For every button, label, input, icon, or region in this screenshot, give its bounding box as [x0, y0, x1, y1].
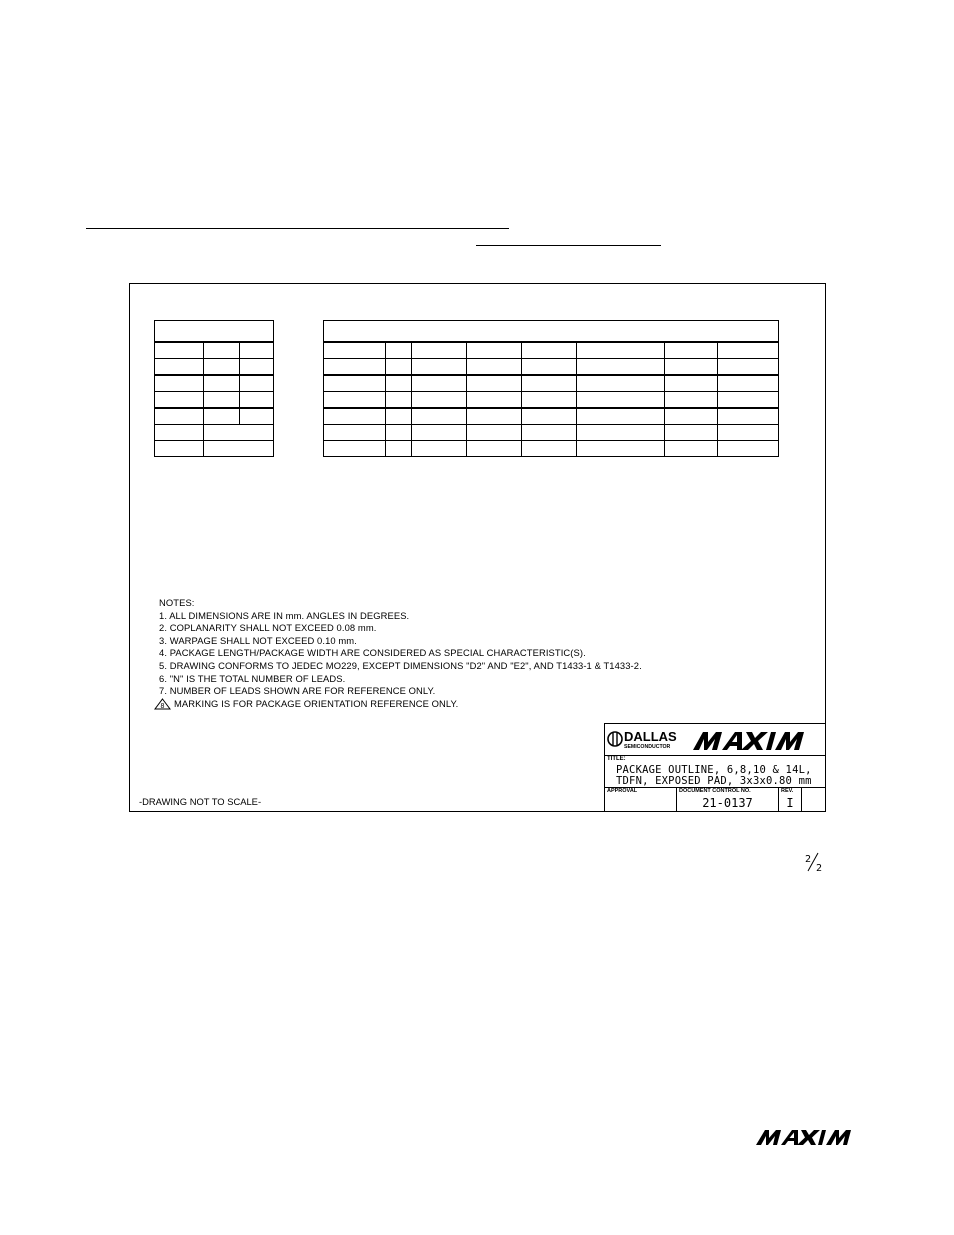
title-block-info-row — [605, 787, 825, 873]
title-section — [605, 755, 825, 788]
note-6: 6. "N" IS THE TOTAL NUMBER OF LEADS. — [159, 672, 346, 684]
maxim-logo — [691, 730, 823, 752]
approval-cell — [605, 787, 677, 811]
sheet-total: 2 — [815, 863, 823, 873]
header-rule-long — [86, 228, 509, 229]
revision-cell — [779, 787, 802, 811]
sheet-number — [802, 851, 826, 873]
dimensions-table — [154, 320, 274, 457]
svg-text:SEMICONDUCTOR: SEMICONDUCTOR — [624, 744, 671, 750]
scale-note: -DRAWING NOT TO SCALE- — [139, 796, 262, 807]
dallas-logo — [607, 726, 689, 754]
note-8-number: 8 — [160, 703, 165, 711]
package-variations-table — [323, 320, 779, 457]
document-control-label: DOCUMENT CONTROL NO. — [679, 788, 751, 794]
note-4: 4. PACKAGE LENGTH/PACKAGE WIDTH ARE CONSIDERED AS SPECIAL CHARACTERISTIC(S). — [159, 647, 586, 659]
note-7: 7. NUMBER OF LEADS SHOWN ARE FOR REFERENCE ONLY. — [159, 685, 436, 697]
header-rule-short — [476, 245, 661, 246]
approval-label: APPROVAL — [607, 788, 638, 794]
note-8 — [154, 698, 642, 711]
revision-value: I — [786, 796, 794, 810]
triangle-note-icon — [154, 698, 171, 710]
title-block-logos — [605, 724, 825, 756]
title-line-1: PACKAGE OUTLINE, 6,8,10 & 14L, — [616, 764, 812, 776]
title-block — [604, 723, 826, 873]
title-label: TITLE: — [607, 756, 626, 762]
note-2: 2. COPLANARITY SHALL NOT EXCEED 0.08 mm. — [159, 622, 377, 634]
notes-heading: NOTES: — [159, 597, 195, 608]
document-number: 21-0137 — [702, 796, 753, 810]
title-line-2: TDFN, EXPOSED PAD, 3x3x0.80 mm — [616, 775, 812, 787]
svg-text:DALLAS: DALLAS — [624, 729, 677, 744]
document-control-cell — [677, 787, 779, 811]
footer-maxim-logo — [755, 1128, 865, 1146]
note-5: 5. DRAWING CONFORMS TO JEDEC MO229, EXCEPT DIMENSIONS "D2" AND "E2", AND T1433-1 & T1433-2. — [159, 659, 642, 671]
note-1: 1. ALL DIMENSIONS ARE IN mm. ANGLES IN DEGREES. — [159, 609, 410, 621]
note-3: 3. WARPAGE SHALL NOT EXCEED 0.10 mm. — [159, 634, 357, 646]
sheet-current: 2 — [804, 854, 812, 865]
revision-label: REV. — [781, 788, 794, 794]
note-8-text: MARKING IS FOR PACKAGE ORIENTATION REFERENCE ONLY. — [174, 697, 459, 709]
notes-block — [159, 597, 642, 710]
